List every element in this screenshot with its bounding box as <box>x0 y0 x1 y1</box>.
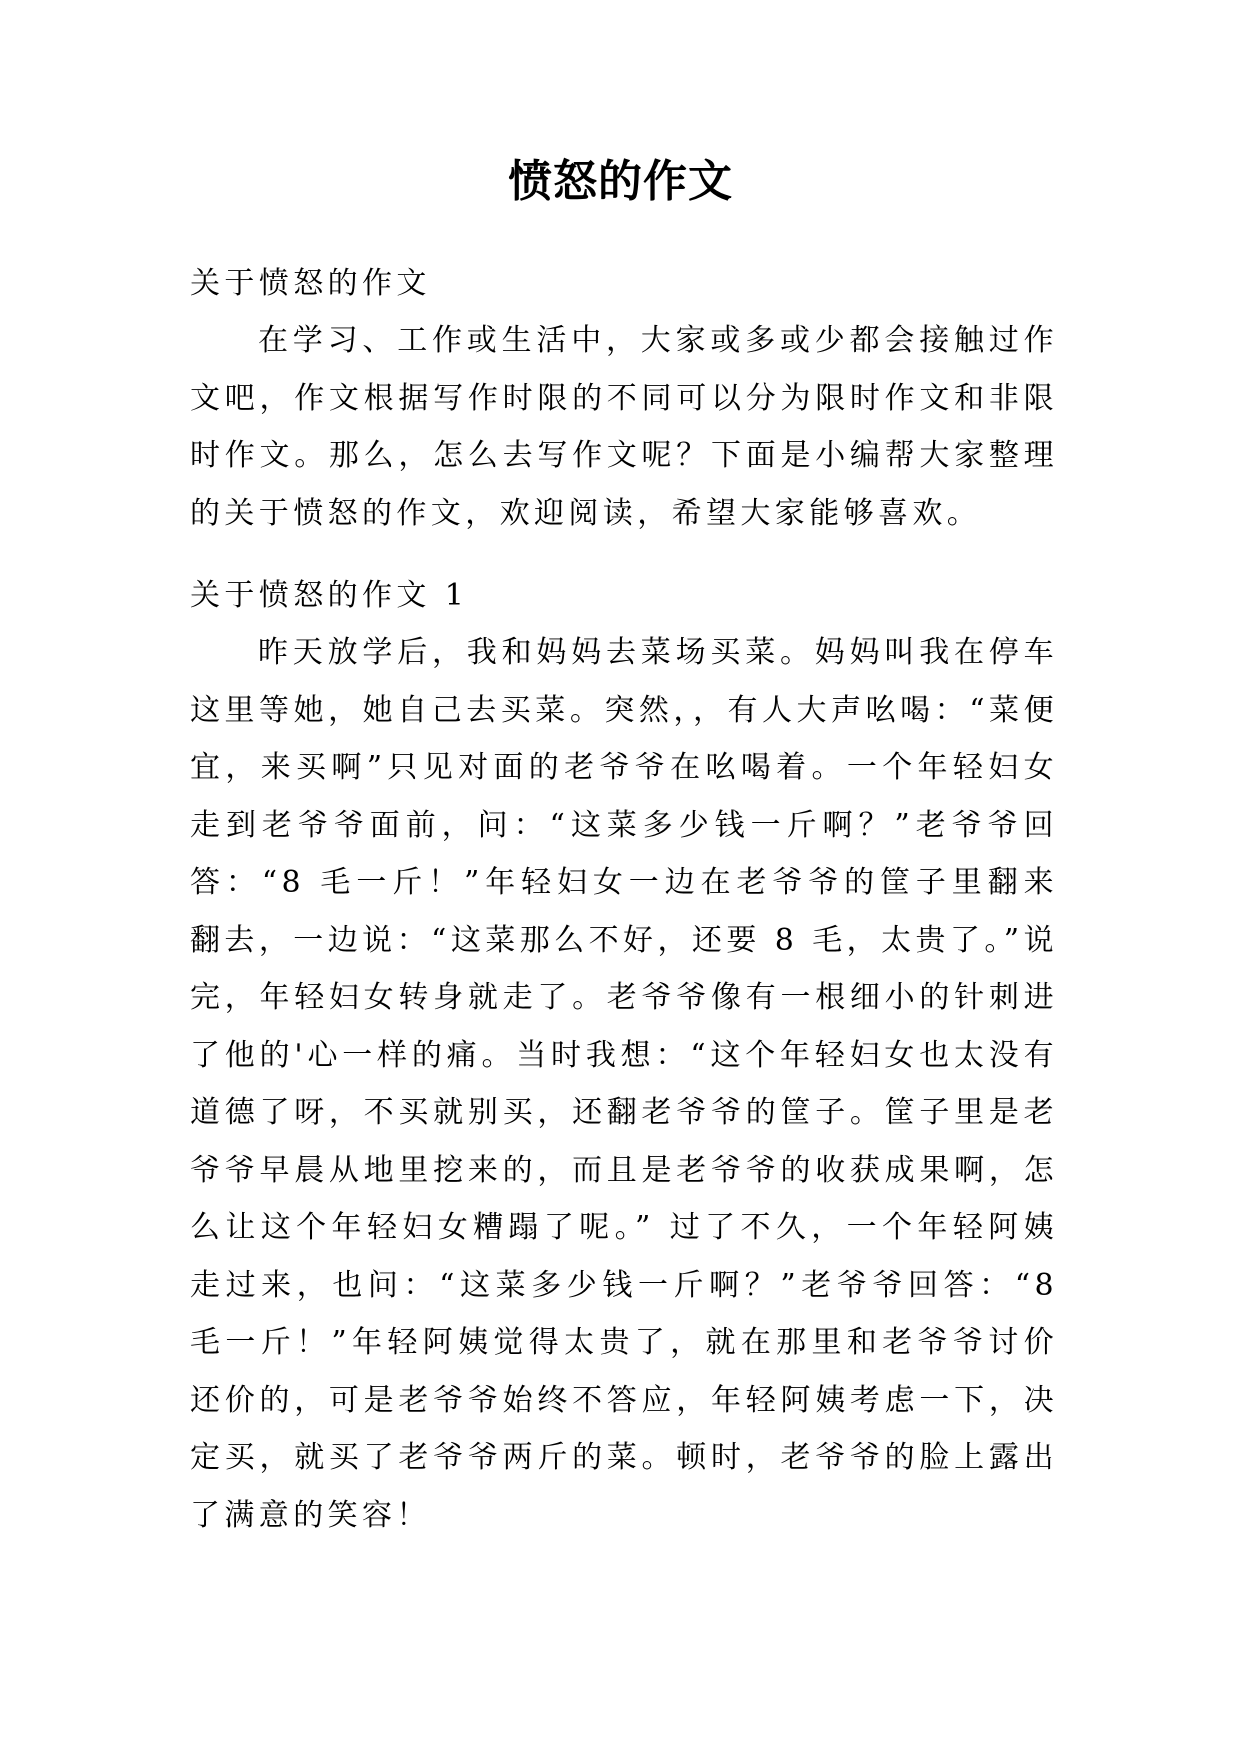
document-title: 愤怒的作文 <box>508 156 733 207</box>
section-1-paragraph: 昨天放学后，我和妈妈去菜场买菜。妈妈叫我在停车这里等她，她自己去买菜。突然，，有人大声吆喝：“菜便宜，来买啊”只见对面的老爷爷在吆喝着。一个年轻妇女走到老爷爷面前，问：“这菜多少钱一斤啊？”老爷爷回答：“8 毛一斤！”年轻妇女一边在老爷爷的筐子里翻来翻去，一边说：“这菜那么不好，还要 8 毛，太贵了。”说完，年轻妇女转身就走了。老爷爷像有一根细小的针刺进了他的'心一样的痛。当时我想：“这个年轻妇女也太没有道德了呀，不买就别买，还翻老爷爷的筐子。筐子里是老爷爷早晨从地里挖来的，而且是老爷爷的收获成果啊，怎么让这个年轻妇女糟蹋了呢。” 过了不久，一个年轻阿姨走过来，也问：“这菜多少钱一斤啊？”老爷爷回答：“8 毛一斤！”年轻阿姨觉得太贵了，就在那里和老爷爷讨价还价的，可是老爷爷始终不答应，年轻阿姨考虑一下，决定买，就买了老爷爷两斤的菜。顿时，老爷爷的脸上露出了满意的笑容！ <box>190 635 1058 1533</box>
intro-paragraph: 在学习、工作或生活中，大家或多或少都会接触过作文吧，作文根据写作时限的不同可以分为限时作文和非限时作文。那么，怎么去写作文呢？下面是小编帮大家整理的关于愤怒的作文，欢迎阅读，希望大家能够喜欢。 <box>190 323 1058 531</box>
intro-heading: 关于愤怒的作文 <box>190 266 431 301</box>
section-1-heading: 关于愤怒的作文 1 <box>190 578 469 613</box>
